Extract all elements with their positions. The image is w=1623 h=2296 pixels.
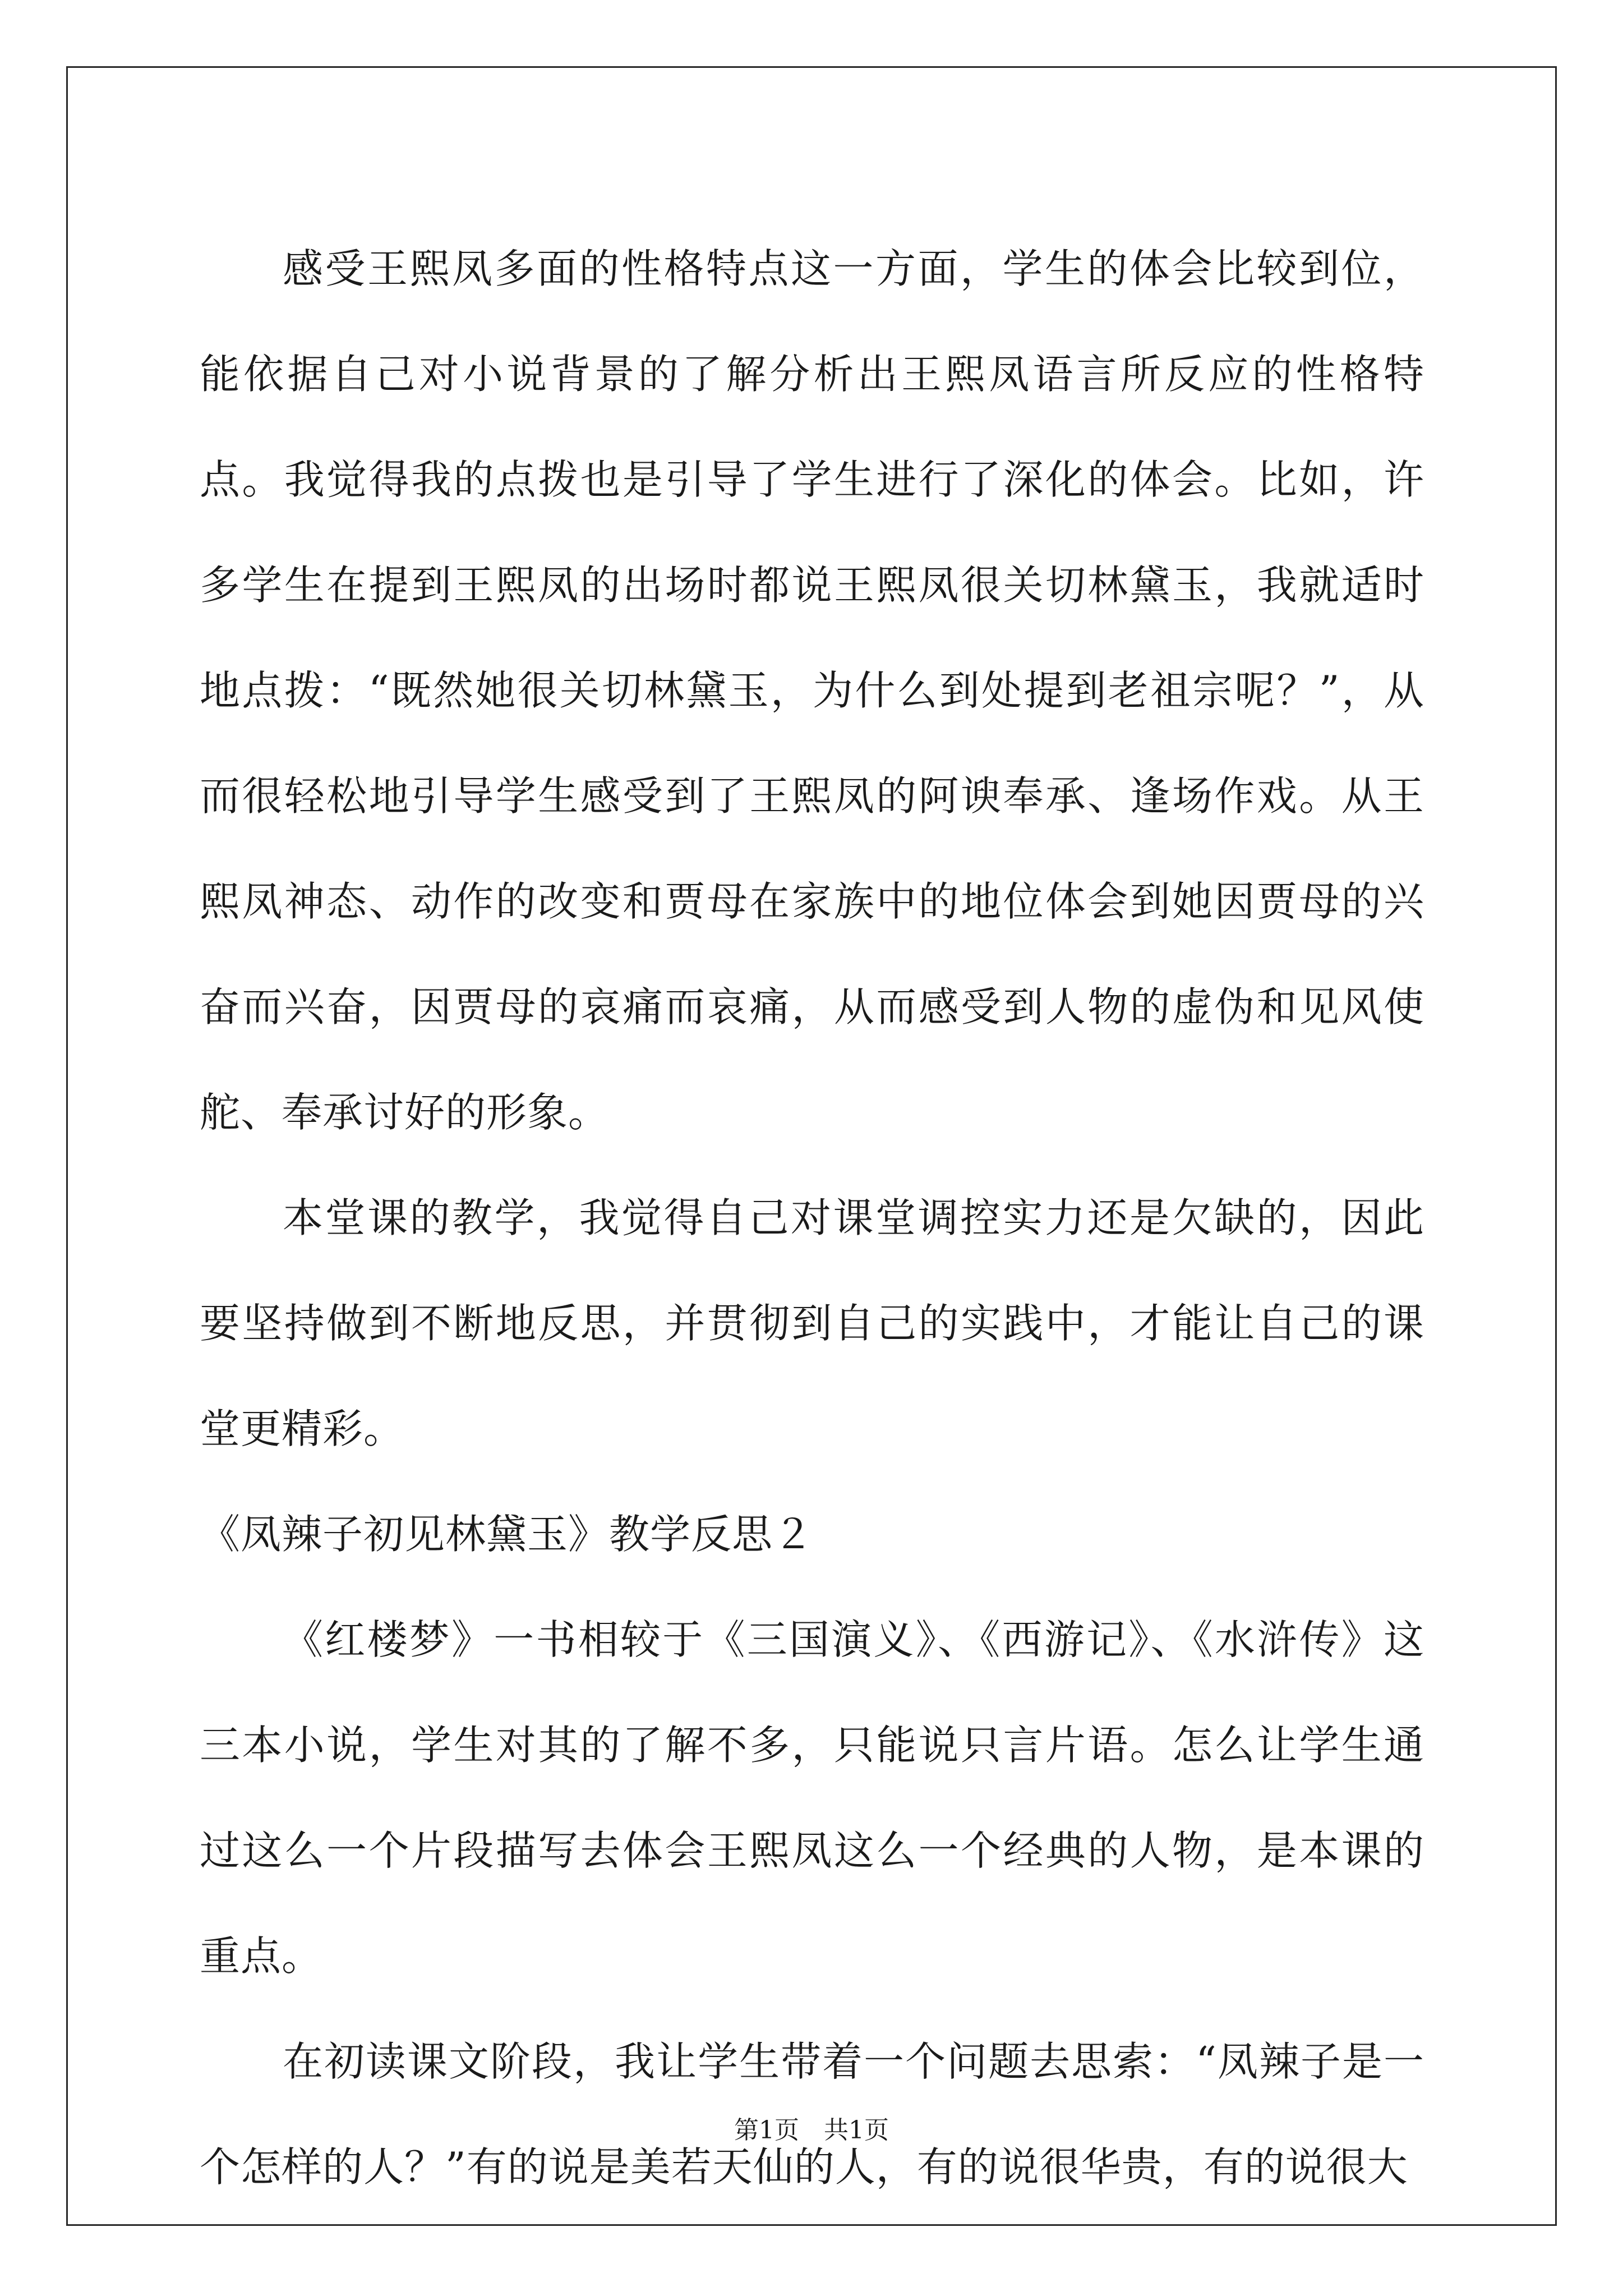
page-footer: 第1页 共1页 bbox=[734, 2116, 889, 2145]
section-heading: 《凤辣子初见林黛玉》教学反思２ bbox=[200, 1511, 814, 1558]
document-body bbox=[200, 216, 1424, 2220]
paragraph-3: 《红楼梦》一书相较于《三国演义》、《西游记》、《水浒传》这三本小说，学生对其的了解不多，只能说只言片语。怎么让学生通过这么一个片段描写去体会王熙凤这么一个经典的人物，是本课的重点。 bbox=[200, 1616, 1424, 1980]
paragraph-4: 在初读课文阶段，我让学生带着一个问题去思索：“凤辣子是一个怎样的人？”有的说是美若天仙的人，有的说很华贵，有的说很大 bbox=[200, 2038, 1424, 2191]
paragraph-2: 本堂课的教学，我觉得自己对课堂调控实力还是欠缺的，因此要坚持做到不断地反思，并贯彻到自己的实践中，才能让自己的课堂更精彩。 bbox=[200, 1194, 1424, 1452]
paragraph-1: 感受王熙凤多面的性格特点这一方面，学生的体会比较到位，能依据自己对小说背景的了解分析出王熙凤语言所反应的性格特点。我觉得我的点拨也是引导了学生进行了深化的体会。比如，许多学生在提到王熙凤的出场时都说王熙凤很关切林黛玉，我就适时地点拨：“既然她很关切林黛玉，为什么到处提到老祖宗呢？”，从而很轻松地引导学生感受到了王熙凤的阿谀奉承、逢场作戏。从王熙凤神态、动作的改变和贾母在家族中的地位体会到她因贾母的兴奋而兴奋，因贾母的哀痛而哀痛，从而感受到人物的虚伪和见风使舵、奉承讨好的形象。 bbox=[200, 245, 1424, 1136]
